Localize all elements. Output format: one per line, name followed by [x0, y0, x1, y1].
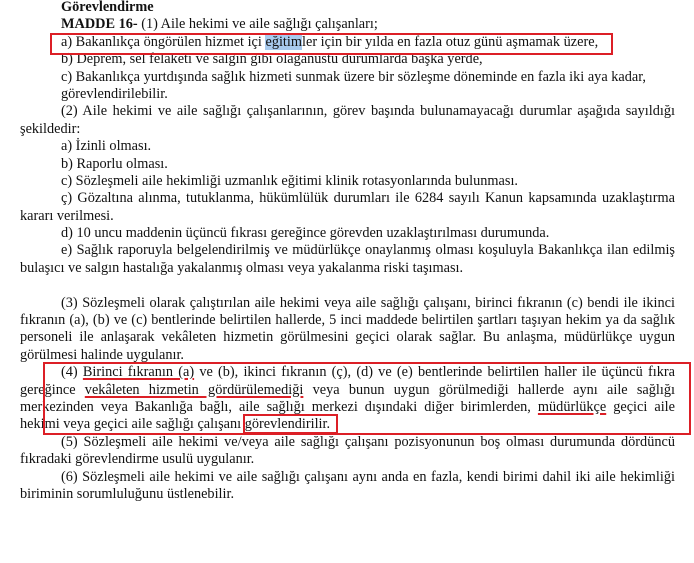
- p4-line-4: [20, 416, 675, 433]
- p2-line-1: (2) Aile hekimi ve aile sağlığı çalışanlarının, görev başında bulunamayacağı durumlar aşağıda sayıldığı: [61, 103, 675, 120]
- p2-item-cc-line-1: ç) Gözaltına alınma, tutuklanma, hükümlülük durumları ile 6284 sayılı Kanun kapsamında uzaklaştırma: [61, 190, 675, 207]
- p4-line-3: [20, 399, 675, 416]
- underlined-phrase: vekâleten hizmetin gördürülemediği: [84, 381, 304, 398]
- p4-line-2-rest: veya bunun uygun görülmediği hallerde aynı aile sağlığı: [312, 381, 675, 398]
- underlined-phrase: Birinci fıkranın (a): [82, 364, 195, 381]
- p2-item-b: b) Raporlu olması.: [61, 155, 168, 172]
- p4-line-1: [20, 364, 675, 381]
- p4-line-1-rest: ve (b), ikinci fıkranın (ç), (d) ve (e) bentlerinde belirtilen haller ile üçüncü fıkra: [199, 364, 675, 381]
- p2-item-a: a) İzinli olması.: [61, 138, 152, 155]
- blank-line: [20, 277, 675, 294]
- p3-line-4: görülmesi halinde uygulanır.: [20, 346, 184, 363]
- p1-item-c: c) Bakanlıkça yurtdışında sağlık hizmeti sunmak üzere bir sözleşme döneminde en fazla iki aya kadar,: [61, 68, 646, 85]
- p4-line-4-lead: hekimi veya geçici aile sağlığı çalışanı: [20, 416, 242, 433]
- p2-item-cc-line-2: kararı verilmesi.: [20, 207, 114, 224]
- article-label: MADDE 16-: [61, 16, 138, 33]
- p3-line-1: (3) Sözleşmeli olarak çalıştırılan aile hekimi veya aile sağlığı çalışanı, birinci fıkranın (c) bendi ile ikinci: [61, 294, 675, 311]
- p1-item-a-before: a) Bakanlıkça öngörülen hizmet içi: [61, 33, 262, 50]
- section-title-line: [20, 0, 675, 16]
- p3-line-2: fıkranın (a), (b) ve (c) bentlerinde belirtilen hallerde, 5 inci maddede belirtilen şartları taşıyan hekim ya da sağlık: [20, 312, 675, 329]
- underlined-phrase: müdürlükçe: [537, 398, 607, 415]
- p1-closing: görevlendirilebilir.: [61, 85, 168, 102]
- article-heading-line: [20, 16, 675, 33]
- p4-line-3-rest: geçici aile: [613, 398, 675, 415]
- p4-line-2-lead: gereğince: [20, 381, 76, 398]
- selected-text-highlight: eğitim: [265, 33, 302, 50]
- boxed-phrase: görevlendirilir.: [245, 416, 336, 432]
- p5-line-1: (5) Sözleşmeli aile hekimi ve/veya aile sağlığı çalışanı pozisyonunun boş olması durumunda dördüncü: [61, 433, 675, 450]
- p1-item-b: b) Deprem, sel felaketi ve salgın gibi olağanüstü durumlarda başka yerde,: [61, 51, 483, 68]
- p3-line-3: personeli ile anlaşarak vekâleten hizmetin görülmesini geçici olarak sağlar. Bu anlaşma, müdürlükçe uygun: [20, 329, 675, 346]
- p2-item-d: d) 10 uncu maddenin üçüncü fıkrası gereğince görevden uzaklaştırılması durumunda.: [61, 225, 550, 242]
- p2-line-2: şekildedir:: [20, 120, 81, 137]
- p6-line-1: (6) Sözleşmeli aile hekimi ve aile sağlığı çalışanı aynı anda en fazla, kendi birimi dahil iki aile hekimliği: [61, 468, 675, 485]
- section-title: Görevlendirme: [61, 0, 154, 15]
- p2-item-e-line-2: bulaşıcı ve salgın hastalığa yakalanmış olması veya yakalanma riski taşıması.: [20, 259, 464, 276]
- p6-line-2: biriminin sorumluluğunu üstlenebilir.: [20, 485, 235, 502]
- p1-item-a-after: ler için bir yılda en fazla otuz günü aşmamak üzere,: [302, 33, 599, 50]
- p4-line-2: [20, 382, 675, 399]
- p2-item-e-line-1: e) Sağlık raporuyla belgelendirilmiş ve müdürlükçe onaylanmış olması koşuluyla Bakanlıkça ilan edilmiş: [61, 242, 675, 259]
- p4-line-3-lead: merkezinden veya Bakanlığa bağlı, aile sağlığı merkezi dışındaki diğer birimlerden,: [20, 398, 531, 415]
- p4-line-1-lead: (4): [61, 364, 78, 381]
- p2-item-c: c) Sözleşmeli aile hekimliği uzmanlık eğitimi klinik rotasyonlarında bulunması.: [61, 172, 519, 189]
- p1-item-a-line: [20, 34, 675, 51]
- article-intro: (1) Aile hekimi ve aile sağlığı çalışanları;: [141, 16, 378, 33]
- p5-line-2: fıkradaki görevlendirme usulü uygulanır.: [20, 451, 255, 468]
- article-text: [20, 0, 675, 503]
